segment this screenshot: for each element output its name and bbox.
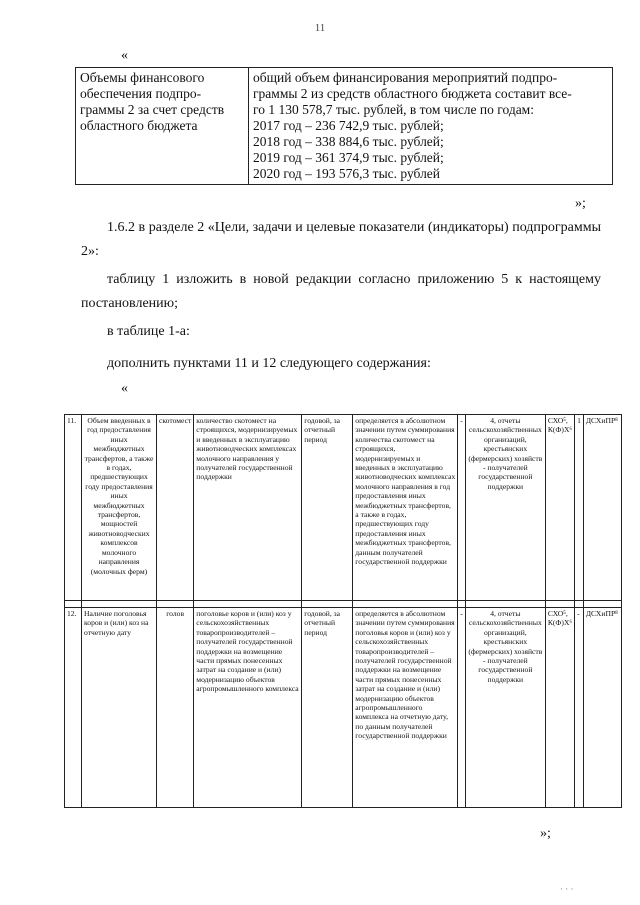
paragraph-add-items: дополнить пунктами 11 и 12 следующего содержания: — [107, 356, 431, 371]
funding-year-2019: 2019 год – 361 374,9 тыс. рублей; — [253, 150, 444, 165]
funding-year-2020: 2020 год – 193 576,3 тыс. рублей — [253, 166, 441, 181]
indicator-col8: 1 — [575, 415, 584, 601]
funding-value-line: общий объем финансирования мероприятий подпро- — [253, 70, 558, 85]
indicator-name: Объем введенных в год предоставления иных межбюджетных трансфертов, а также в годах, предшествующих году предоставления иных межбюджетных трансфертов, мощностей животноводческих комплексов молочного направления (молочных ферм) — [82, 415, 157, 601]
row-number: 11. — [65, 415, 82, 601]
paragraph-table-1a: в таблице 1-а: — [107, 324, 190, 339]
indicator-definition: количество скотомест на строящихся, модернизируемых и введенных в эксплуатацию животноводческих комплексах молочного направления у получателей государственной поддержки — [194, 415, 302, 601]
indicator-responsible: СХО⁵, К(Ф)Х⁶ — [545, 608, 574, 808]
funding-value-cell — [249, 68, 613, 185]
indicator-unit: скотомест — [157, 415, 194, 601]
footer-marks: · · · — [560, 884, 574, 894]
indicator-source: 4, отчеты сельскохозяйственных организаций, крестьянских (фермерских) хозяйств - получателей государственной поддержки — [465, 608, 545, 808]
indicator-period: годовой, за отчетный период — [302, 415, 353, 601]
indicator-dept: ДСХиПР⁸ — [583, 415, 621, 601]
funding-label-line: граммы 2 за счет средств — [80, 102, 225, 117]
closing-quote: »; — [575, 196, 586, 211]
indicator-table — [64, 414, 622, 808]
funding-label-line: областного бюджета — [80, 118, 198, 133]
indicator-source: 4, отчеты сельскохозяйственных организаций, крестьянских (фермерских) хозяйств - получателей государственной поддержки — [465, 415, 545, 601]
closing-quote: »; — [540, 826, 551, 841]
funding-value-line: го 1 130 578,7 тыс. рублей, в том числе по годам: — [253, 102, 534, 117]
funding-year-2018: 2018 год – 338 884,6 тыс. рублей; — [253, 134, 444, 149]
opening-quote: « — [121, 48, 128, 63]
indicator-dept: ДСХиПР⁸ — [583, 608, 621, 808]
row-number: 12. — [65, 608, 82, 808]
page-number: 11 — [314, 22, 326, 34]
funding-year-2017: 2017 год – 236 742,9 тыс. рублей; — [253, 118, 444, 133]
indicator-col8: - — [575, 608, 584, 808]
indicator-period: годовой, за отчетный период — [302, 608, 353, 808]
opening-quote: « — [121, 381, 128, 396]
paragraph-section-heading: 1.6.2 в разделе 2 «Цели, задачи и целевые показатели (индикаторы) подпрограммы 2»: — [81, 220, 601, 259]
indicator-dash: - — [458, 415, 466, 601]
indicator-name: Наличие поголовья коров и (или) коз на отчетную дату — [82, 608, 157, 808]
table-row — [65, 415, 622, 601]
funding-table — [75, 67, 613, 185]
paragraph-table-replace: таблицу 1 изложить в новой редакции согласно приложению 5 к настоящему постановлению; — [81, 272, 601, 311]
indicator-method: определяется в абсолютном значении путем суммирования поголовья коров и (или) коз у сельскохозяйственных товаропроизводителей – получателей государственной поддержки на возмещение части прямых понесенных затрат на создание и (или) модернизацию объектов агропромышленного комплекса на отчетную дату, по данным получателей государственной поддержки — [353, 608, 458, 808]
indicator-responsible: СХО⁵, К(Ф)Х⁶ — [545, 415, 574, 601]
funding-value-line: граммы 2 из средств областного бюджета составит все- — [253, 86, 572, 101]
indicator-method: определяется в абсолютном значении путем суммирования количества скотомест на строящихся, модернизируемых и введенных в эксплуатацию животноводческих комплексах молочного направления в год предоставления иных межбюджетных трансфертов, а также в годах, предшествующих году предоставления иных межбюджетных трансфертов, данным получателей государственной поддержки — [353, 415, 458, 601]
funding-label-cell — [76, 68, 249, 185]
table-row — [65, 608, 622, 808]
table-gap — [65, 601, 622, 608]
indicator-dash: - — [458, 608, 466, 808]
indicator-definition: поголовье коров и (или) коз у сельскохозяйственных товаропроизводителей – получателей государственной поддержки на возмещение части прямых понесенных затрат на создание и (или) модернизацию объектов агропромышленного комплекса — [194, 608, 302, 808]
funding-label-line: обеспечения подпро- — [80, 86, 202, 101]
indicator-unit: голов — [157, 608, 194, 808]
funding-label-line: Объемы финансового — [80, 70, 205, 85]
